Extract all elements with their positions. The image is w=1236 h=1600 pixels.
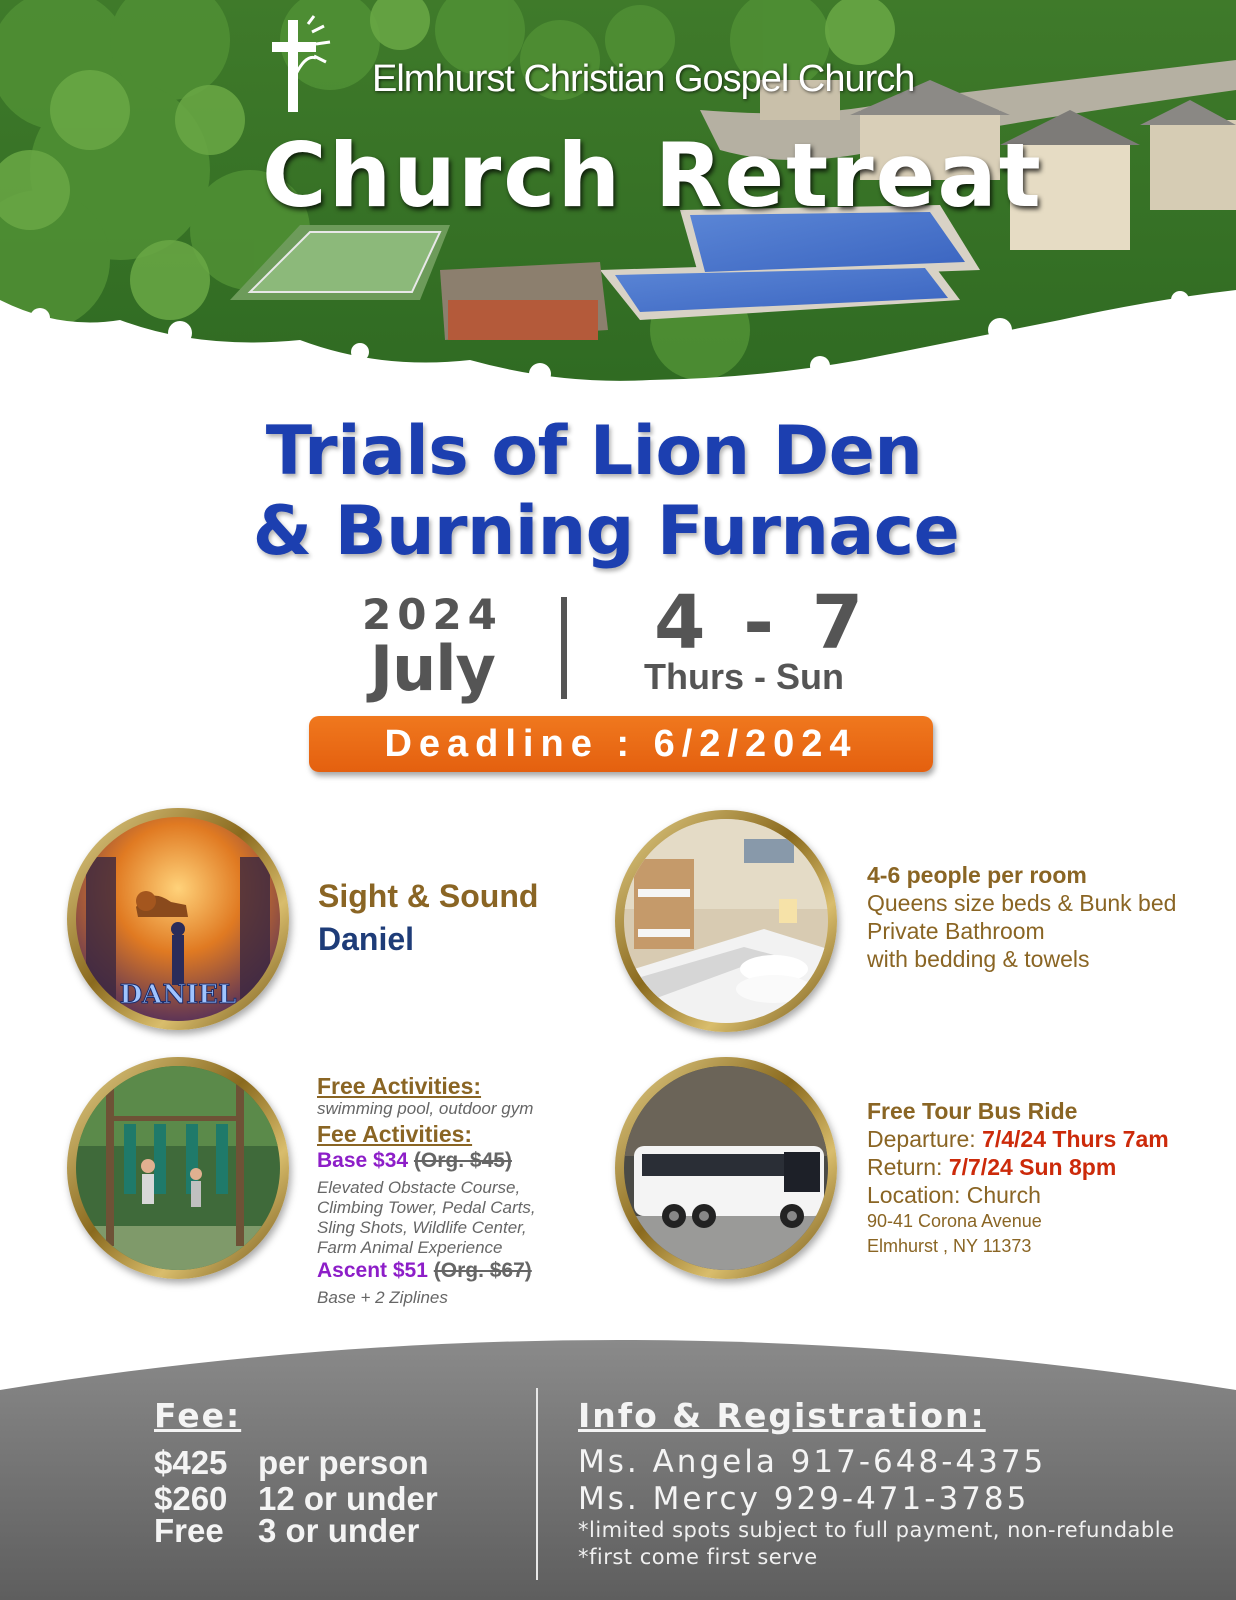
registration-note: *first come first serve bbox=[578, 1545, 818, 1569]
base-activity-item: Climbing Tower, Pedal Carts, bbox=[317, 1198, 536, 1217]
fee-heading: Fee: bbox=[154, 1396, 242, 1435]
free-activities-heading: Free Activities: bbox=[317, 1073, 482, 1099]
ascent-price bbox=[317, 1259, 532, 1283]
tour-bus-image bbox=[624, 1066, 828, 1270]
base-price-value: Base $34 bbox=[317, 1149, 409, 1172]
bus-image-frame bbox=[615, 1057, 837, 1279]
return-label: Return: bbox=[867, 1154, 949, 1180]
show-title: Sight & Sound bbox=[318, 878, 539, 914]
ascent-original-price: (Org. $67) bbox=[433, 1259, 532, 1282]
fee-amount: Free bbox=[154, 1512, 224, 1549]
departure-time: 7/4/24 Thurs 7am bbox=[982, 1126, 1169, 1152]
fee-description: 3 or under bbox=[258, 1512, 420, 1549]
room-image-frame bbox=[615, 810, 837, 1032]
event-days: 4 - 7 bbox=[654, 580, 870, 666]
theme-line-2: & Burning Furnace bbox=[252, 492, 960, 571]
fee-description: per person bbox=[258, 1444, 429, 1481]
bus-address-line-1: 90-41 Corona Avenue bbox=[867, 1211, 1042, 1231]
fee-description: 12 or under bbox=[258, 1480, 438, 1517]
bus-return bbox=[867, 1154, 1116, 1181]
cross-logo-icon bbox=[266, 14, 334, 114]
event-year: 2024 bbox=[362, 590, 503, 639]
fee-row bbox=[154, 1444, 429, 1482]
free-activities-list: swimming pool, outdoor gym bbox=[317, 1099, 534, 1118]
hero-banner bbox=[0, 0, 1236, 400]
base-activity-item: Sling Shots, Wildlife Center, bbox=[317, 1218, 527, 1237]
event-weekdays: Thurs - Sun bbox=[644, 656, 844, 697]
room-detail: Queens size beds & Bunk bed bbox=[867, 890, 1177, 916]
base-price bbox=[317, 1149, 512, 1173]
deadline-banner: Deadline : 6/2/2024 bbox=[309, 716, 933, 772]
bus-departure bbox=[867, 1126, 1169, 1153]
fee-amount: $425 bbox=[154, 1444, 228, 1481]
registration-heading: Info & Registration: bbox=[578, 1396, 986, 1435]
church-name: Elmhurst Christian Gospel Church bbox=[372, 58, 915, 100]
bus-location: Location: Church bbox=[867, 1182, 1041, 1208]
return-time: 7/7/24 Sun 8pm bbox=[948, 1154, 1117, 1180]
fee-amount: $260 bbox=[154, 1480, 228, 1517]
departure-label: Departure: bbox=[867, 1126, 983, 1152]
base-activity-item: Farm Animal Experience bbox=[317, 1238, 503, 1257]
base-activities-list bbox=[317, 1178, 607, 1258]
room-detail: Private Bathroom bbox=[867, 918, 1045, 944]
fee-row bbox=[154, 1512, 419, 1550]
show-image-frame bbox=[67, 808, 289, 1030]
poster-title: DANIEL bbox=[119, 980, 237, 1010]
base-original-price: (Org. $45) bbox=[413, 1149, 512, 1172]
registration-note: *limited spots subject to full payment, non-refundable bbox=[578, 1518, 1175, 1542]
ascent-price-value: Ascent $51 bbox=[317, 1259, 428, 1282]
contact-line: Ms. Angela 917-648-4375 bbox=[578, 1444, 1047, 1480]
bus-heading: Free Tour Bus Ride bbox=[867, 1098, 1078, 1124]
base-activity-item: Elevated Obstacte Course, bbox=[317, 1178, 521, 1197]
hotel-room-image bbox=[624, 819, 828, 1023]
footer-divider bbox=[536, 1388, 538, 1580]
event-title: Church Retreat bbox=[262, 124, 1043, 227]
contact-line: Ms. Mercy 929-471-3785 bbox=[578, 1481, 1030, 1517]
show-subtitle: Daniel bbox=[318, 921, 415, 957]
daniel-poster-image bbox=[76, 817, 280, 1021]
activities-image-frame bbox=[67, 1057, 289, 1279]
room-detail: with bedding & towels bbox=[867, 946, 1090, 972]
fee-activities-heading: Fee Activities: bbox=[317, 1121, 473, 1147]
date-divider bbox=[561, 597, 567, 699]
room-capacity: 4-6 people per room bbox=[867, 862, 1087, 888]
theme-line-1: Trials of Lion Den bbox=[265, 412, 923, 491]
ascent-note: Base + 2 Ziplines bbox=[317, 1288, 448, 1307]
ropes-course-image bbox=[76, 1066, 280, 1270]
event-month: July bbox=[370, 632, 495, 705]
bus-address-line-2: Elmhurst , NY 11373 bbox=[867, 1236, 1032, 1256]
